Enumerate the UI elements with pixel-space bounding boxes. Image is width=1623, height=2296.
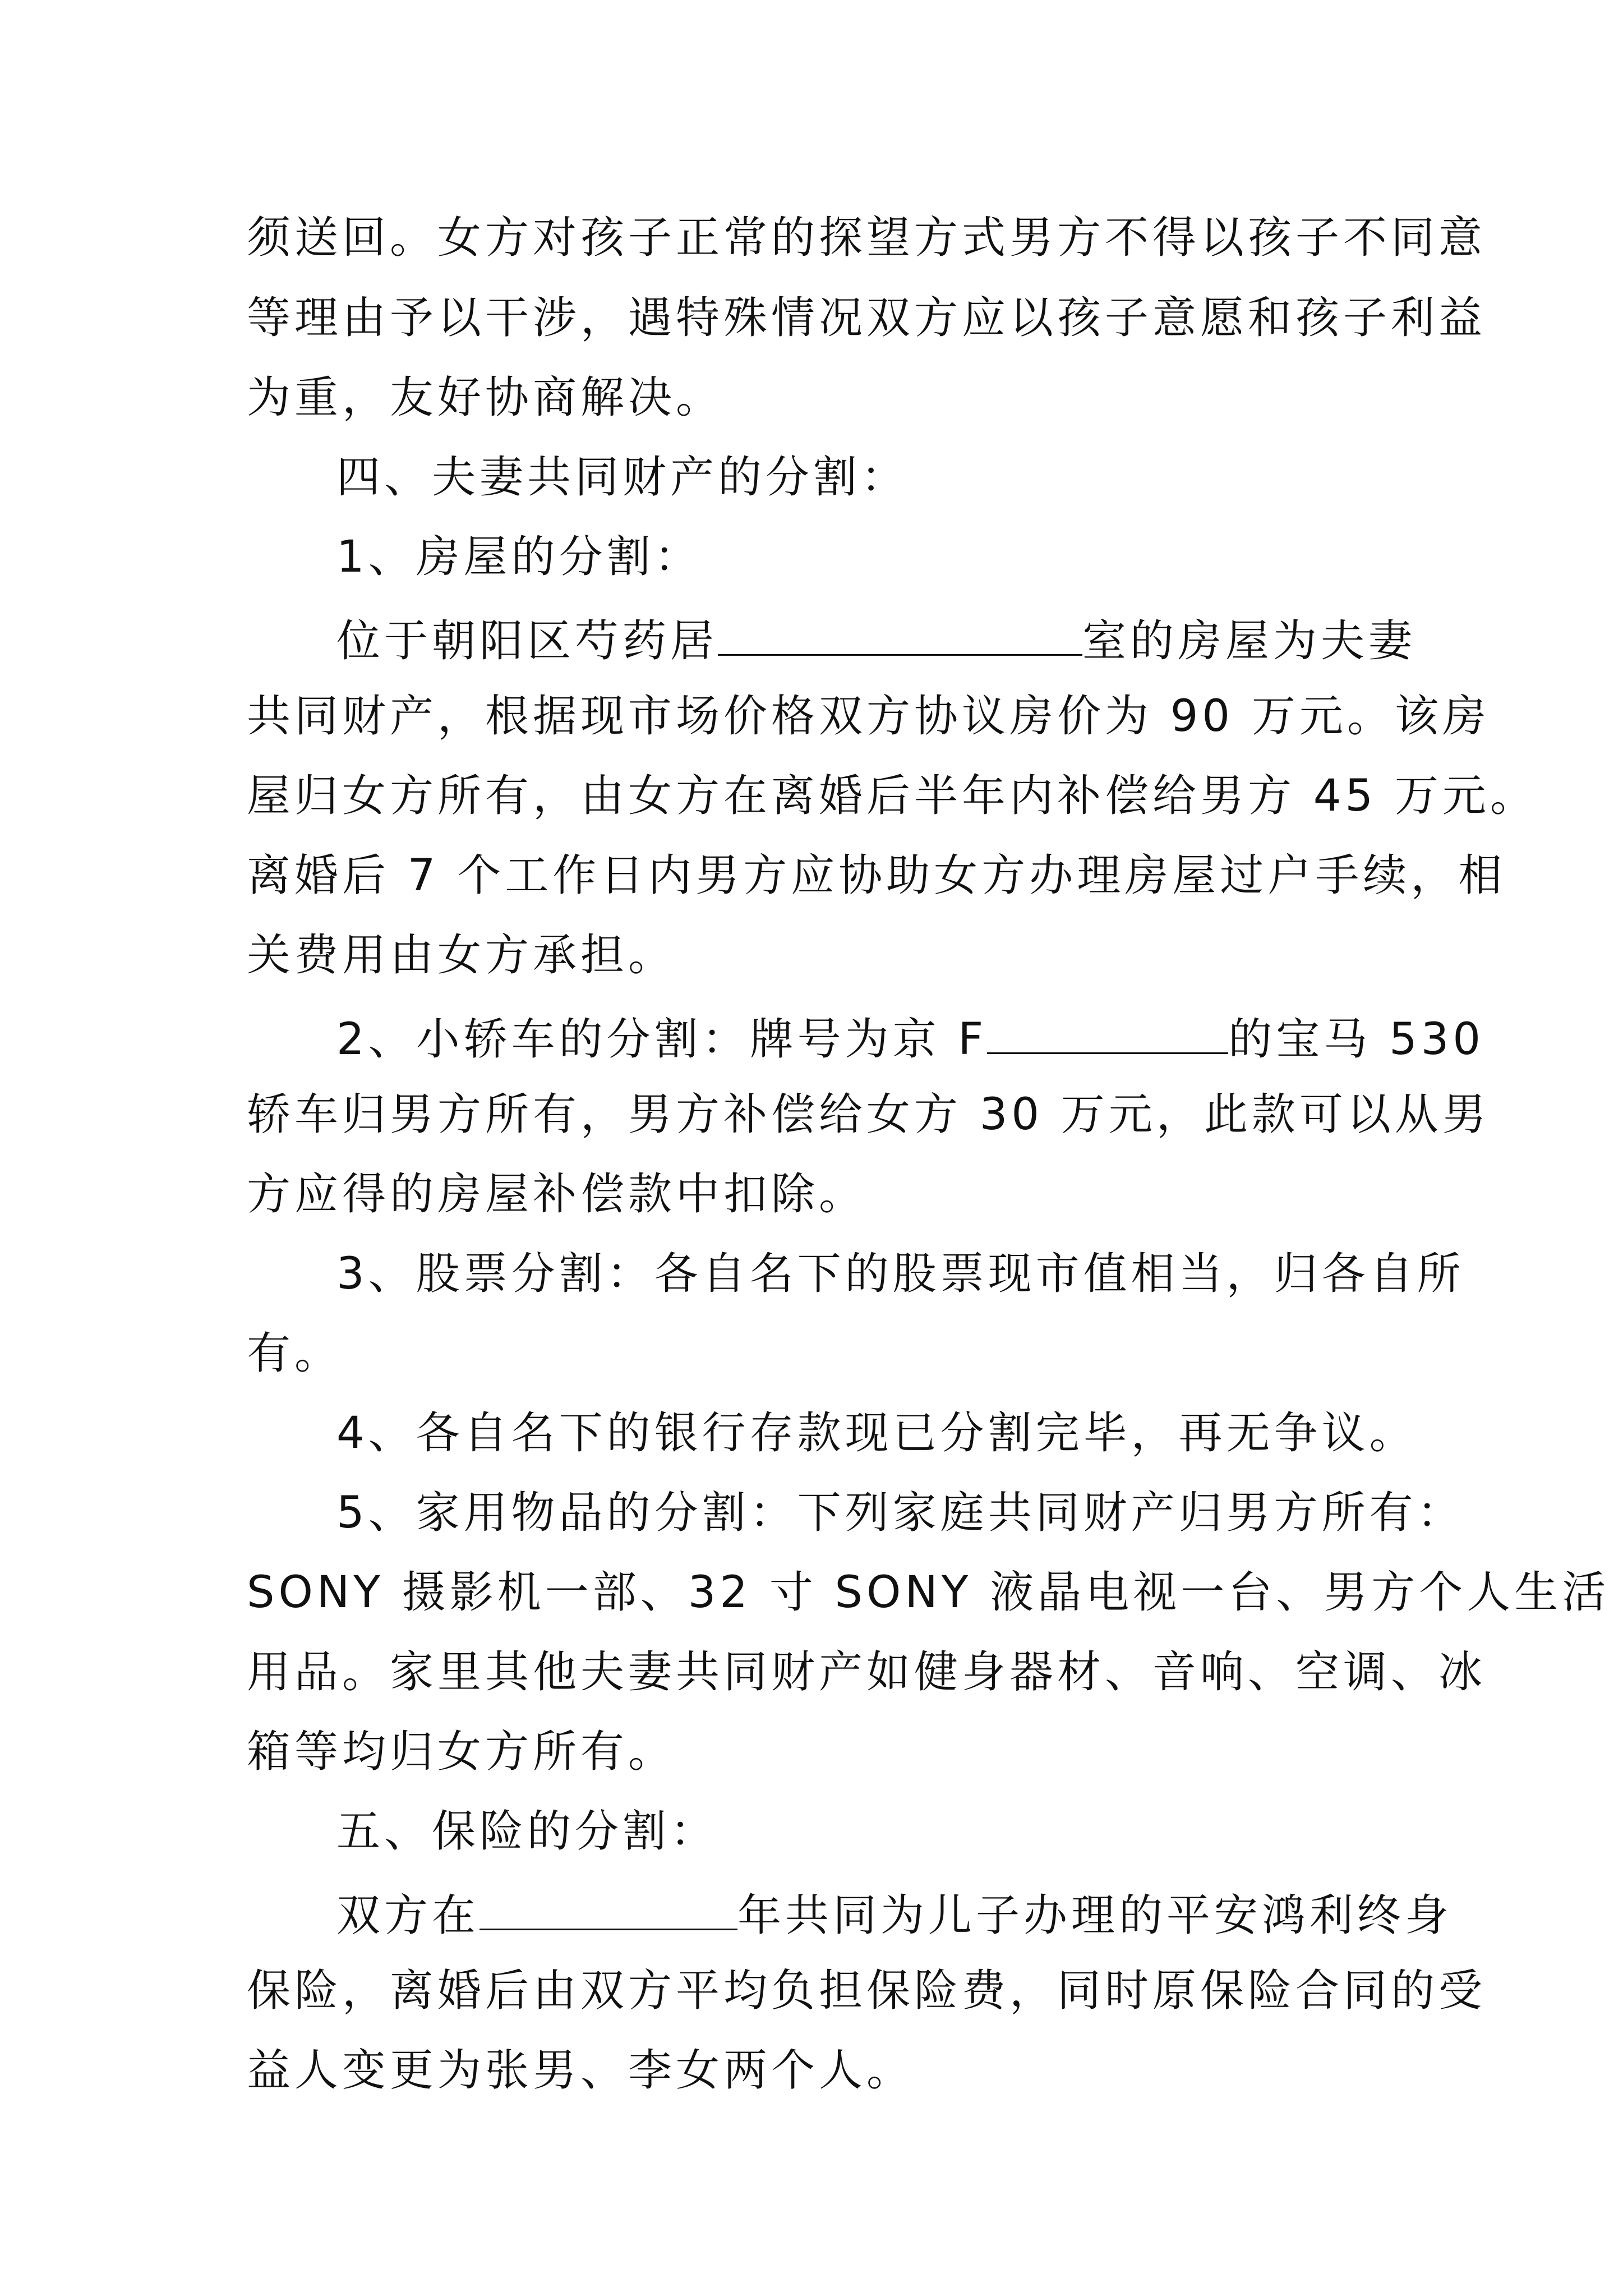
fill-in-blank — [479, 1889, 737, 1930]
text-line — [336, 615, 1417, 666]
text-line: 轿车归男方所有，男方补偿给女方 30 万元，此款可以从男 — [247, 1089, 1490, 1140]
text-line: 5、家用物品的分割：下列家庭共同财产归男方所有： — [336, 1488, 1465, 1538]
text-line: 箱等均归女方所有。 — [247, 1727, 676, 1777]
text-line — [336, 1013, 1484, 1065]
text-line: 须送回。女方对孩子正常的探望方式男方不得以孩子不同意 — [247, 213, 1487, 263]
text-line: 有。 — [247, 1328, 343, 1379]
text-line: 关费用由女方承担。 — [247, 930, 676, 981]
text-segment: 双方在 — [336, 1890, 480, 1941]
section-heading: 四、夫妻共同财产的分割： — [336, 452, 909, 503]
text-segment: 室的房屋为夫妻 — [1082, 616, 1417, 666]
subsection-heading: 1、房屋的分割： — [336, 532, 702, 582]
text-line: 共同财产，根据现市场价格双方协议房价为 90 万元。该房 — [247, 691, 1490, 742]
text-segment: 2、小轿车的分割：牌号为京 F — [336, 1014, 988, 1065]
fill-in-blank — [987, 1013, 1228, 1054]
text-line: 保险，离婚后由双方平均负担保险费，同时原保险合同的受 — [247, 1966, 1487, 2016]
text-segment: 年共同为儿子办理的平安鸿利终身 — [737, 1890, 1453, 1941]
fill-in-blank — [718, 615, 1082, 656]
text-line: 方应得的房屋补偿款中扣除。 — [247, 1169, 867, 1220]
text-line: 3、股票分割：各自名下的股票现市值相当，归各自所 — [336, 1249, 1465, 1299]
text-segment: 的宝马 530 — [1228, 1014, 1484, 1065]
text-line: 为重，友好协商解决。 — [247, 372, 724, 423]
text-line: 4、各自名下的银行存款现已分割完毕，再无争议。 — [336, 1408, 1417, 1458]
text-line: 离婚后 7 个工作日内男方应协助女方办理房屋过户手续，相 — [247, 850, 1506, 901]
text-segment: 位于朝阳区芍药居 — [336, 616, 718, 666]
section-heading: 五、保险的分割： — [336, 1806, 718, 1857]
text-line: SONY 摄影机一部、32 寸 SONY 液晶电视一台、男方个人生活 — [247, 1567, 1610, 1618]
text-line: 屋归女方所有，由女方在离婚后半年内补偿给男方 45 万元。 — [247, 771, 1538, 821]
text-line — [336, 1889, 1453, 1941]
text-line: 益人变更为张男、李女两个人。 — [247, 2045, 915, 2096]
text-line: 用品。家里其他夫妻共同财产如健身器材、音响、空调、冰 — [247, 1647, 1487, 1697]
text-line: 等理由予以干涉，遇特殊情况双方应以孩子意愿和孩子利益 — [247, 293, 1487, 343]
